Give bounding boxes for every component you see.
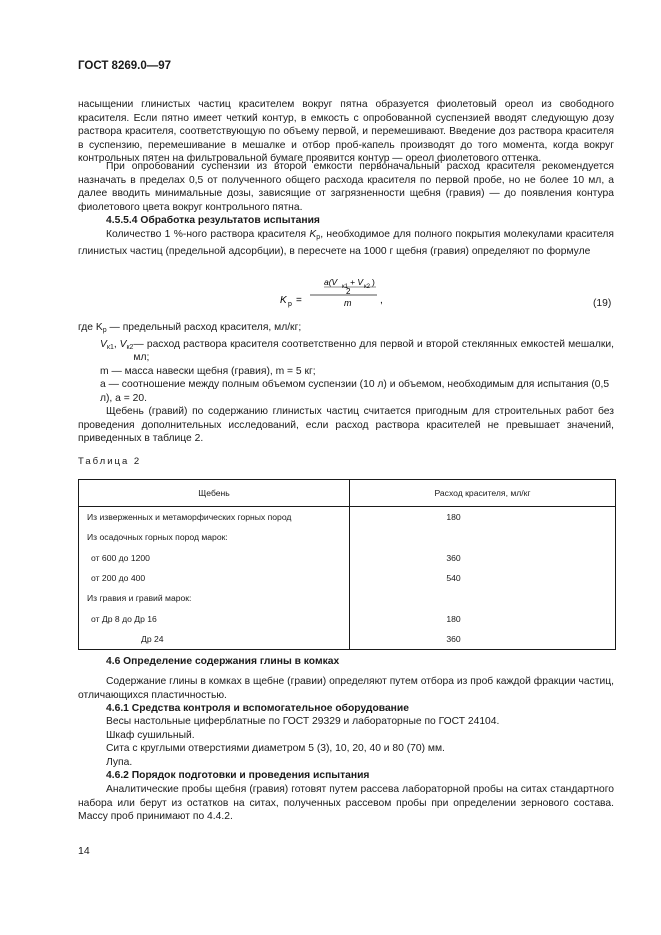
paragraph-formula-intro bbox=[78, 228, 614, 258]
formula-numerator: a(V bbox=[324, 278, 338, 287]
equipment-item: Весы настольные циферблатные по ГОСТ 29329 и лабораторные по ГОСТ 24104. bbox=[106, 716, 500, 727]
formula-intro-text-b: , необходимое для полного покрытия молекулами красителя глинистых частиц (предельной адсорбции), в пересчете на 1000 г щебня (гравия) определяют по формуле bbox=[78, 229, 614, 257]
table-row bbox=[79, 568, 616, 588]
section-heading-462: 4.6.2 Порядок подготовки и проведения испытания bbox=[106, 770, 370, 781]
table-cell-value bbox=[350, 588, 616, 608]
equipment-list bbox=[78, 715, 614, 769]
section-heading-461: 4.6.1 Средства контроля и вспомогательное оборудование bbox=[106, 703, 409, 714]
table-cell-value: 360 bbox=[350, 548, 616, 568]
formula-lhs-sub: р bbox=[288, 301, 292, 308]
formula-19 bbox=[280, 278, 620, 318]
formula-plus-v: + V bbox=[350, 278, 363, 287]
formula-graphic bbox=[280, 278, 620, 318]
table-cell-value: 360 bbox=[350, 629, 616, 650]
svg-text:=: = bbox=[296, 295, 302, 306]
table-cell-label: Др 24 bbox=[79, 629, 350, 650]
table-cell-label: Из гравия и гравий марок: bbox=[79, 588, 350, 608]
section-heading-4554: 4.5.5.4 Обработка результатов испытания bbox=[106, 215, 320, 226]
paragraph-sample-prep: Аналитические пробы щебня (гравия) готовят путем рассева лабораторной пробы на ситах стандартного набора или берут из остатков на ситах, полученных рассевом пробы при определении зернового состава. Массу проб принимают по 4.4.2. bbox=[78, 784, 614, 823]
formula-v1-sub: к1 bbox=[342, 284, 348, 290]
legend-kp-text: — предельный расход красителя, мл/кг; bbox=[106, 322, 302, 333]
paragraph-suitability: Щебень (гравий) по содержанию глинистых частиц считается пригодным для строительных работ без проведения дополнительных исследований, если расход раствора красителей не превышает значений, приведенных в таблице 2. bbox=[78, 406, 614, 445]
table-2 bbox=[78, 479, 616, 650]
legend-kp-symbol: где K bbox=[78, 322, 103, 333]
legend-v-text: — расход раствора красителя соответственно для первой и второй стеклянных емкостей мешалки, мл; bbox=[133, 338, 614, 364]
table-header-dye-consumption: Расход красителя, мл/кг bbox=[350, 480, 616, 507]
table-cell-value: 180 bbox=[350, 507, 616, 528]
kp-symbol: K bbox=[309, 229, 317, 240]
table-cell-label: от 200 до 400 bbox=[79, 568, 350, 588]
formula-lhs: K bbox=[280, 295, 287, 306]
kp-subscript: р bbox=[316, 234, 321, 241]
document-header: ГОСТ 8269.0—97 bbox=[78, 60, 172, 72]
legend-m: m — масса навески щебня (гравия), m = 5 кг; bbox=[100, 365, 316, 377]
formula-intro-text-a: Количество 1 %-ного раствора красителя bbox=[106, 229, 310, 240]
paragraph-continued: насыщении глинистых частиц красителем вокруг пятна образуется фиолетовый ореол из свободного красителя. Если пятно имеет четкий контур, в емкость с опробованной суспензией вводят следующую дозу раствора красителя, соответствующую по объему первой, и перемешивают. Введение доз раствора красителя в суспензию, перемешивание в мешалке и отбор проб-капель производят до того момента, когда вокруг контрольных пятен на фильтровальной бумаге проявится контур — ореол фиолетового оттенка. bbox=[78, 99, 614, 165]
table-cell-value bbox=[350, 527, 616, 547]
legend-a: a — соотношение между полным объемом суспензии (10 л) и объемом, необходимым для испытания (0,5 л), a = 20. bbox=[100, 379, 610, 404]
equipment-item: Сита с круглыми отверстиями диаметром 5 (3), 10, 20, 40 и 80 (70) мм. bbox=[106, 743, 445, 755]
formula-close-paren: ) bbox=[372, 278, 375, 287]
formula-denominator-two: 2 bbox=[346, 287, 351, 296]
table-row bbox=[79, 507, 616, 528]
table-cell-label: Из изверженных и метаморфических горных пород bbox=[79, 507, 350, 528]
formula-number: (19) bbox=[593, 298, 612, 309]
legend-v bbox=[78, 338, 614, 365]
table-cell-label: от Др 8 до Др 16 bbox=[79, 608, 350, 628]
legend-v-symbols: $V_{к1}$, $V_{к2}$ bbox=[100, 338, 134, 351]
section-heading-46: 4.6 Определение содержания глины в комках bbox=[106, 656, 340, 667]
equipment-item: Шкаф сушильный. bbox=[106, 729, 195, 741]
table-cell-value: 540 bbox=[350, 568, 616, 588]
legend-kp bbox=[78, 321, 614, 338]
legend-kp-sub: р bbox=[102, 327, 107, 334]
formula-legend bbox=[78, 321, 614, 406]
table-row bbox=[79, 588, 616, 608]
table-row bbox=[79, 608, 616, 628]
table-cell-label: от 600 до 1200 bbox=[79, 548, 350, 568]
table-caption: Таблица 2 bbox=[78, 456, 142, 467]
formula-v2-sub: к2 bbox=[364, 284, 370, 290]
table-row bbox=[79, 548, 616, 568]
paragraph-clay-lumps: Содержание глины в комках в щебне (гравии) определяют путем отбора из проб каждой фракции частиц, отличающихся пластичностью. bbox=[78, 676, 614, 701]
table-cell-value: 180 bbox=[350, 608, 616, 628]
formula-denominator-m: m bbox=[344, 298, 352, 308]
table-cell-label: Из осадочных горных пород марок: bbox=[79, 527, 350, 547]
formula-comma: , bbox=[380, 295, 383, 306]
equipment-item: Лупа. bbox=[106, 756, 133, 768]
table-row bbox=[79, 527, 616, 547]
table-row bbox=[79, 629, 616, 650]
paragraph-second-container: При опробовании суспензии из второй емкости первоначальный расход красителя рекомендуется назначать в пределах 0,5 от полученного общего расхода красителя по первой пробе, но не более 10 мл, а далее вводить минимальные дозы, зависящие от загрязненности щебня (гравия) — до появления контура фиолетового цвета вокруг контрольного пятна. bbox=[78, 161, 614, 213]
page-number: 14 bbox=[78, 845, 90, 857]
table-header-crushed-stone: Щебень bbox=[79, 480, 350, 507]
table-header-row bbox=[79, 480, 616, 507]
